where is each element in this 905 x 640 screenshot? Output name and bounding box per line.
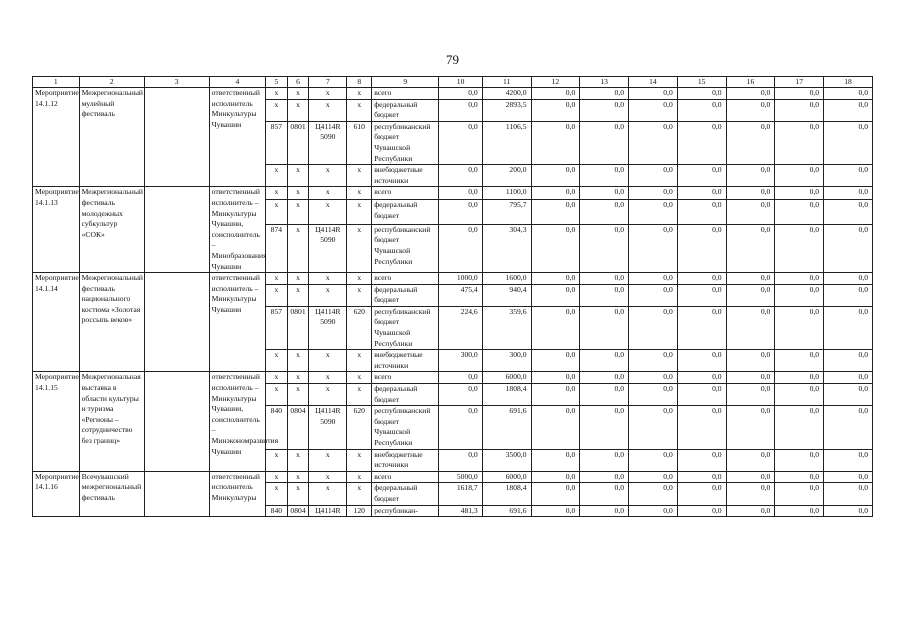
funding-value: 0,0 xyxy=(775,200,824,225)
expense-type-code: x xyxy=(347,165,372,187)
target-article-code: x xyxy=(309,187,347,200)
expense-type-code: 120 xyxy=(347,505,372,517)
section-code: x xyxy=(287,471,309,483)
funding-value: 0,0 xyxy=(580,384,629,406)
funding-value: 0,0 xyxy=(824,471,873,483)
funding-value: 0,0 xyxy=(824,384,873,406)
section-code: x xyxy=(287,88,309,100)
funding-value: 0,0 xyxy=(824,483,873,505)
event-id: Мероприятие 14.1.13 xyxy=(33,187,80,273)
funding-value: 0,0 xyxy=(580,406,629,449)
section-code: x xyxy=(287,187,309,200)
funding-value: 0,0 xyxy=(531,483,580,505)
funding-value: 0,0 xyxy=(629,350,678,372)
funding-source: республиканский бюджет Чувашской Республики xyxy=(372,224,439,272)
funding-value: 0,0 xyxy=(580,200,629,225)
column-header: 10 xyxy=(439,77,482,88)
funding-value: 0,0 xyxy=(677,306,726,349)
funding-value: 0,0 xyxy=(439,406,482,449)
section-code: x xyxy=(287,165,309,187)
funding-value: 0,0 xyxy=(531,165,580,187)
funding-value: 1000,0 xyxy=(439,273,482,285)
grbs-code: x xyxy=(266,88,288,100)
section-code: x xyxy=(287,99,309,121)
funding-value: 795,7 xyxy=(482,200,531,225)
funding-value: 0,0 xyxy=(531,505,580,517)
expense-type-code: x xyxy=(347,200,372,225)
expense-type-code: x xyxy=(347,273,372,285)
funding-value: 0,0 xyxy=(775,505,824,517)
funding-value: 304,3 xyxy=(482,224,531,272)
funding-value: 0,0 xyxy=(775,121,824,164)
column-header: 9 xyxy=(372,77,439,88)
funding-value: 0,0 xyxy=(726,187,775,200)
funding-value: 0,0 xyxy=(775,372,824,384)
funding-value: 0,0 xyxy=(531,372,580,384)
column-header: 3 xyxy=(144,77,209,88)
section-code: 0804 xyxy=(287,505,309,517)
funding-value: 0,0 xyxy=(531,224,580,272)
funding-value: 0,0 xyxy=(580,273,629,285)
funding-value: 0,0 xyxy=(439,372,482,384)
funding-source: всего xyxy=(372,187,439,200)
funding-value: 0,0 xyxy=(629,384,678,406)
column-header: 13 xyxy=(580,77,629,88)
funding-value: 481,3 xyxy=(439,505,482,517)
grbs-code: 840 xyxy=(266,505,288,517)
funding-value: 0,0 xyxy=(726,273,775,285)
funding-value: 1600,0 xyxy=(482,273,531,285)
section-code: x xyxy=(287,372,309,384)
event-col3 xyxy=(144,471,209,516)
expense-type-code: x xyxy=(347,471,372,483)
funding-value: 0,0 xyxy=(726,88,775,100)
funding-value: 4200,0 xyxy=(482,88,531,100)
section-code: x xyxy=(287,273,309,285)
funding-value: 0,0 xyxy=(439,121,482,164)
funding-value: 0,0 xyxy=(824,350,873,372)
funding-value: 0,0 xyxy=(726,449,775,471)
funding-value: 0,0 xyxy=(726,200,775,225)
funding-value: 0,0 xyxy=(677,372,726,384)
section-code: x xyxy=(287,284,309,306)
funding-value: 0,0 xyxy=(439,99,482,121)
funding-value: 0,0 xyxy=(629,306,678,349)
target-article-code: x xyxy=(309,449,347,471)
target-article-code: x xyxy=(309,384,347,406)
section-code: x xyxy=(287,384,309,406)
funding-value: 0,0 xyxy=(580,372,629,384)
funding-value: 0,0 xyxy=(775,306,824,349)
event-name: Межрегиональный фестиваль национального костюма «Золотая россыпь веков» xyxy=(79,273,144,372)
target-article-code: x xyxy=(309,471,347,483)
funding-value: 0,0 xyxy=(629,505,678,517)
table-row xyxy=(33,88,873,100)
target-article-code: Ц4114R xyxy=(309,505,347,517)
funding-value: 0,0 xyxy=(580,505,629,517)
funding-value: 0,0 xyxy=(677,406,726,449)
funding-value: 224,6 xyxy=(439,306,482,349)
target-article-code: Ц4114R 5090 xyxy=(309,224,347,272)
funding-value: 0,0 xyxy=(629,273,678,285)
funding-value: 0,0 xyxy=(677,187,726,200)
funding-value: 0,0 xyxy=(531,306,580,349)
funding-value: 0,0 xyxy=(629,88,678,100)
funding-source: всего xyxy=(372,273,439,285)
column-header: 18 xyxy=(824,77,873,88)
funding-value: 0,0 xyxy=(824,306,873,349)
target-article-code: x xyxy=(309,200,347,225)
target-article-code: x xyxy=(309,350,347,372)
funding-source: всего xyxy=(372,372,439,384)
funding-value: 0,0 xyxy=(580,483,629,505)
funding-value: 0,0 xyxy=(531,200,580,225)
funding-value: 0,0 xyxy=(531,406,580,449)
funding-value: 1100,0 xyxy=(482,187,531,200)
expense-type-code: x xyxy=(347,372,372,384)
section-code: 0804 xyxy=(287,406,309,449)
event-name: Межрегиональный фестиваль молодежных субкультур «СОК» xyxy=(79,187,144,273)
funding-source: федеральный бюджет xyxy=(372,483,439,505)
table-row xyxy=(33,372,873,384)
funding-value: 0,0 xyxy=(726,306,775,349)
funding-value: 0,0 xyxy=(726,505,775,517)
grbs-code: x xyxy=(266,350,288,372)
funding-source: республикан- xyxy=(372,505,439,517)
funding-source: внебюджетные источники xyxy=(372,165,439,187)
expense-type-code: x xyxy=(347,350,372,372)
funding-value: 0,0 xyxy=(726,284,775,306)
funding-value: 0,0 xyxy=(531,471,580,483)
funding-value: 0,0 xyxy=(531,88,580,100)
funding-value: 0,0 xyxy=(580,471,629,483)
grbs-code: x xyxy=(266,200,288,225)
column-header: 12 xyxy=(531,77,580,88)
funding-value: 0,0 xyxy=(726,406,775,449)
funding-value: 0,0 xyxy=(775,350,824,372)
event-id: Мероприятие 14.1.14 xyxy=(33,273,80,372)
expense-type-code: 620 xyxy=(347,306,372,349)
expense-type-code: x xyxy=(347,224,372,272)
funding-value: 475,4 xyxy=(439,284,482,306)
expense-type-code: 620 xyxy=(347,406,372,449)
funding-value: 0,0 xyxy=(726,224,775,272)
funding-value: 0,0 xyxy=(775,406,824,449)
funding-value: 0,0 xyxy=(726,99,775,121)
section-code: 0801 xyxy=(287,121,309,164)
event-executor: ответственный исполнитель Минкультуры Чувашии xyxy=(209,88,265,187)
event-col3 xyxy=(144,88,209,187)
funding-value: 0,0 xyxy=(629,200,678,225)
funding-value: 0,0 xyxy=(580,449,629,471)
funding-value: 0,0 xyxy=(629,483,678,505)
funding-value: 0,0 xyxy=(629,187,678,200)
column-header: 15 xyxy=(677,77,726,88)
column-header: 14 xyxy=(629,77,678,88)
funding-value: 691,6 xyxy=(482,406,531,449)
funding-value: 0,0 xyxy=(677,471,726,483)
funding-source: федеральный бюджет xyxy=(372,284,439,306)
funding-value: 200,0 xyxy=(482,165,531,187)
funding-value: 0,0 xyxy=(824,187,873,200)
funding-value: 1808,4 xyxy=(482,384,531,406)
funding-source: внебюджетные источники xyxy=(372,449,439,471)
column-number-header-row xyxy=(33,77,873,88)
table-row xyxy=(33,187,873,200)
expense-type-code: 610 xyxy=(347,121,372,164)
grbs-code: x xyxy=(266,449,288,471)
funding-value: 0,0 xyxy=(531,273,580,285)
column-header: 4 xyxy=(209,77,265,88)
funding-value: 0,0 xyxy=(677,165,726,187)
funding-value: 0,0 xyxy=(439,187,482,200)
funding-source: федеральный бюджет xyxy=(372,99,439,121)
funding-value: 0,0 xyxy=(580,350,629,372)
funding-value: 0,0 xyxy=(580,121,629,164)
event-id: Мероприятие 14.1.15 xyxy=(33,372,80,471)
grbs-code: x xyxy=(266,471,288,483)
funding-value: 1106,5 xyxy=(482,121,531,164)
target-article-code: x xyxy=(309,99,347,121)
funding-source: республиканский бюджет Чувашской Республики xyxy=(372,406,439,449)
funding-value: 0,0 xyxy=(824,449,873,471)
section-code: x xyxy=(287,224,309,272)
page-number: 79 xyxy=(446,52,459,67)
grbs-code: x xyxy=(266,483,288,505)
target-article-code: Ц4114R 5090 xyxy=(309,121,347,164)
column-header: 11 xyxy=(482,77,531,88)
funding-value: 0,0 xyxy=(580,165,629,187)
funding-value: 0,0 xyxy=(824,88,873,100)
column-header: 1 xyxy=(33,77,80,88)
funding-value: 359,6 xyxy=(482,306,531,349)
funding-value: 0,0 xyxy=(677,384,726,406)
funding-value: 0,0 xyxy=(629,372,678,384)
column-header: 8 xyxy=(347,77,372,88)
funding-value: 0,0 xyxy=(824,99,873,121)
funding-value: 0,0 xyxy=(775,165,824,187)
funding-source: всего xyxy=(372,88,439,100)
funding-value: 0,0 xyxy=(439,449,482,471)
funding-value: 0,0 xyxy=(677,88,726,100)
funding-value: 0,0 xyxy=(775,483,824,505)
column-header: 6 xyxy=(287,77,309,88)
funding-value: 0,0 xyxy=(677,505,726,517)
target-article-code: x xyxy=(309,284,347,306)
funding-value: 0,0 xyxy=(629,449,678,471)
funding-value: 0,0 xyxy=(775,449,824,471)
event-name: Межрегиональный мулейный фестиваль xyxy=(79,88,144,187)
funding-value: 0,0 xyxy=(775,187,824,200)
section-code: x xyxy=(287,483,309,505)
funding-value: 0,0 xyxy=(824,121,873,164)
funding-value: 6000,0 xyxy=(482,372,531,384)
target-article-code: x xyxy=(309,483,347,505)
funding-value: 0,0 xyxy=(439,200,482,225)
grbs-code: x xyxy=(266,273,288,285)
funding-value: 940,4 xyxy=(482,284,531,306)
funding-value: 0,0 xyxy=(824,165,873,187)
funding-value: 0,0 xyxy=(439,88,482,100)
grbs-code: x xyxy=(266,165,288,187)
expense-type-code: x xyxy=(347,284,372,306)
funding-value: 0,0 xyxy=(726,483,775,505)
grbs-code: x xyxy=(266,187,288,200)
funding-value: 0,0 xyxy=(531,121,580,164)
funding-source: федеральный бюджет xyxy=(372,384,439,406)
funding-source: федеральный бюджет xyxy=(372,200,439,225)
funding-value: 0,0 xyxy=(531,99,580,121)
funding-value: 0,0 xyxy=(580,306,629,349)
event-col3 xyxy=(144,372,209,471)
event-id: Мероприятие 14.1.16 xyxy=(33,471,80,516)
funding-value: 0,0 xyxy=(775,273,824,285)
funding-source: всего xyxy=(372,471,439,483)
funding-value: 0,0 xyxy=(775,99,824,121)
column-header: 7 xyxy=(309,77,347,88)
funding-value: 0,0 xyxy=(726,372,775,384)
funding-value: 0,0 xyxy=(824,284,873,306)
funding-value: 0,0 xyxy=(824,406,873,449)
funding-value: 0,0 xyxy=(677,200,726,225)
target-article-code: Ц4114R 5090 xyxy=(309,306,347,349)
grbs-code: x xyxy=(266,372,288,384)
section-code: x xyxy=(287,449,309,471)
funding-value: 0,0 xyxy=(629,406,678,449)
target-article-code: x xyxy=(309,165,347,187)
funding-value: 0,0 xyxy=(580,187,629,200)
funding-value: 0,0 xyxy=(824,200,873,225)
event-col3 xyxy=(144,187,209,273)
funding-value: 0,0 xyxy=(677,121,726,164)
funding-value: 0,0 xyxy=(439,224,482,272)
event-name: Всечувашский межрегиональный фестиваль xyxy=(79,471,144,516)
event-executor: ответственный исполнитель – Минкультуры Чувашии, соисполнитель – Минэкономразвития Чувашии xyxy=(209,372,265,471)
funding-value: 0,0 xyxy=(726,471,775,483)
funding-value: 0,0 xyxy=(439,165,482,187)
expense-type-code: x xyxy=(347,88,372,100)
funding-value: 0,0 xyxy=(531,187,580,200)
funding-value: 0,0 xyxy=(629,224,678,272)
budget-table xyxy=(32,76,873,517)
funding-value: 0,0 xyxy=(824,224,873,272)
funding-value: 6000,0 xyxy=(482,471,531,483)
funding-source: внебюджетные источники xyxy=(372,350,439,372)
funding-value: 5000,0 xyxy=(439,471,482,483)
funding-value: 0,0 xyxy=(824,372,873,384)
funding-value: 0,0 xyxy=(531,449,580,471)
funding-value: 0,0 xyxy=(677,273,726,285)
funding-value: 691,6 xyxy=(482,505,531,517)
table-row xyxy=(33,273,873,285)
funding-value: 0,0 xyxy=(531,284,580,306)
funding-source: республиканский бюджет Чувашской Республики xyxy=(372,121,439,164)
funding-value: 0,0 xyxy=(677,284,726,306)
funding-value: 2893,5 xyxy=(482,99,531,121)
funding-value: 0,0 xyxy=(580,99,629,121)
expense-type-code: x xyxy=(347,483,372,505)
grbs-code: x xyxy=(266,384,288,406)
column-header: 17 xyxy=(775,77,824,88)
column-header: 2 xyxy=(79,77,144,88)
event-executor: ответственный исполнитель Минкультуры xyxy=(209,471,265,516)
grbs-code: 840 xyxy=(266,406,288,449)
funding-value: 300,0 xyxy=(482,350,531,372)
funding-value: 0,0 xyxy=(629,284,678,306)
expense-type-code: x xyxy=(347,187,372,200)
funding-value: 0,0 xyxy=(824,505,873,517)
section-code: x xyxy=(287,200,309,225)
funding-value: 1808,4 xyxy=(482,483,531,505)
funding-value: 0,0 xyxy=(677,350,726,372)
section-code: 0801 xyxy=(287,306,309,349)
event-col3 xyxy=(144,273,209,372)
funding-value: 1618,7 xyxy=(439,483,482,505)
funding-value: 0,0 xyxy=(775,284,824,306)
grbs-code: x xyxy=(266,284,288,306)
event-executor: ответственный исполнитель – Минкультуры Чувашии, соисполнитель – Минобразования Чувашии xyxy=(209,187,265,273)
funding-value: 0,0 xyxy=(726,384,775,406)
funding-value: 0,0 xyxy=(629,99,678,121)
funding-value: 0,0 xyxy=(775,471,824,483)
funding-value: 0,0 xyxy=(439,384,482,406)
target-article-code: Ц4114R 5090 xyxy=(309,406,347,449)
funding-value: 0,0 xyxy=(580,284,629,306)
funding-value: 0,0 xyxy=(677,224,726,272)
expense-type-code: x xyxy=(347,384,372,406)
funding-value: 0,0 xyxy=(629,121,678,164)
funding-value: 300,0 xyxy=(439,350,482,372)
grbs-code: 857 xyxy=(266,306,288,349)
event-name: Межрегиональная выставка в области культуры и туризма «Регионы – сотрудничество без границ» xyxy=(79,372,144,471)
funding-value: 0,0 xyxy=(726,350,775,372)
funding-value: 0,0 xyxy=(531,350,580,372)
funding-value: 0,0 xyxy=(726,121,775,164)
funding-value: 0,0 xyxy=(531,384,580,406)
target-article-code: x xyxy=(309,372,347,384)
expense-type-code: x xyxy=(347,449,372,471)
column-header: 5 xyxy=(266,77,288,88)
target-article-code: x xyxy=(309,88,347,100)
funding-value: 0,0 xyxy=(775,224,824,272)
funding-value: 0,0 xyxy=(677,449,726,471)
column-header: 16 xyxy=(726,77,775,88)
expense-type-code: x xyxy=(347,99,372,121)
funding-value: 0,0 xyxy=(580,88,629,100)
funding-value: 0,0 xyxy=(677,483,726,505)
grbs-code: x xyxy=(266,99,288,121)
funding-value: 0,0 xyxy=(775,384,824,406)
table-row xyxy=(33,471,873,483)
funding-value: 0,0 xyxy=(726,165,775,187)
funding-value: 0,0 xyxy=(775,88,824,100)
funding-value: 0,0 xyxy=(824,273,873,285)
funding-value: 0,0 xyxy=(580,224,629,272)
funding-value: 0,0 xyxy=(629,471,678,483)
target-article-code: x xyxy=(309,273,347,285)
funding-value: 0,0 xyxy=(677,99,726,121)
grbs-code: 857 xyxy=(266,121,288,164)
event-id: Мероприятие 14.1.12 xyxy=(33,88,80,187)
funding-value: 3500,0 xyxy=(482,449,531,471)
funding-source: республиканский бюджет Чувашской Республики xyxy=(372,306,439,349)
section-code: x xyxy=(287,350,309,372)
funding-value: 0,0 xyxy=(629,165,678,187)
grbs-code: 874 xyxy=(266,224,288,272)
event-executor: ответственный исполнитель – Минкультуры Чувашии xyxy=(209,273,265,372)
